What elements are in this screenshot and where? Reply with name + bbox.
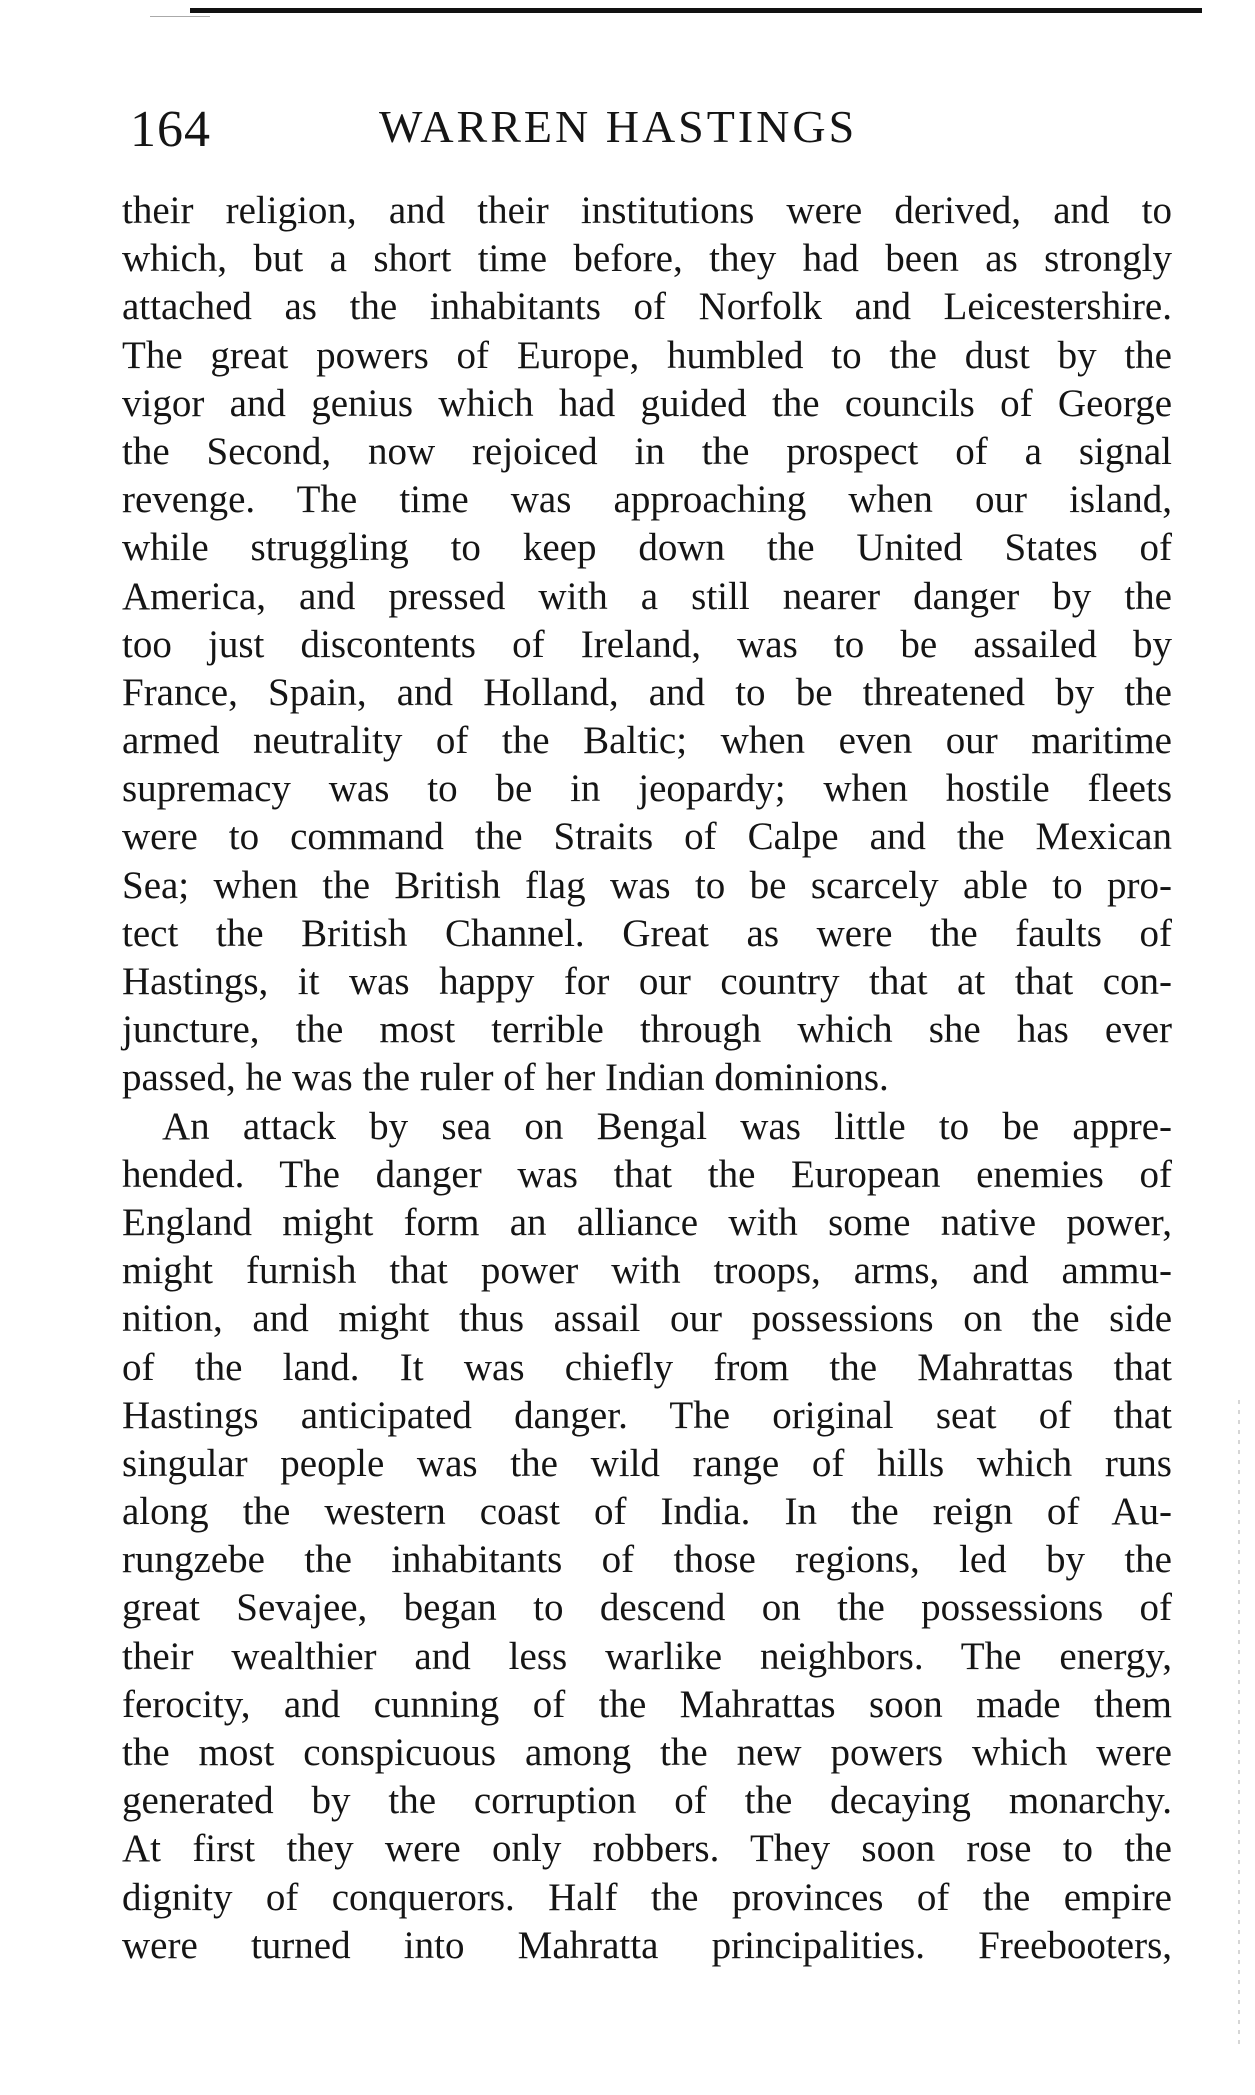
paragraph-2 [122,1103,1172,1970]
text-line: along the western coast of India. In the reign of Au- [122,1490,1172,1534]
text-line: rungzebe the inhabitants of those regions, led by the [122,1538,1172,1582]
top-rule-faint [150,16,210,17]
text-line: too just discontents of Ireland, was to be assailed by [122,622,1172,666]
paragraph-1 [122,187,1172,1103]
text-line: great Sevajee, began to descend on the possessions of [122,1586,1172,1630]
text-line: might furnish that power with troops, arms, and ammu- [122,1249,1172,1293]
text-line: armed neutrality of the Baltic; when even our maritime [122,719,1172,763]
text-line: ferocity, and cunning of the Mahrattas soon made them [122,1682,1172,1726]
text-line: nition, and might thus assail our possessions on the side [122,1297,1172,1341]
text-line: Sea; when the British flag was to be scarcely able to pro- [122,863,1172,907]
text-line: tect the British Channel. Great as were the faults of [122,911,1172,955]
text-line: were to command the Straits of Calpe and the Mexican [122,815,1172,859]
text-line: England might form an alliance with some native power, [122,1200,1172,1244]
body-text [122,187,1172,1970]
running-title: WARREN HASTINGS [379,101,858,152]
text-line: were turned into Mahratta principalities. Freebooters, [122,1923,1172,1967]
text-line: Hastings, it was happy for our country that at that con- [122,960,1172,1003]
text-line: An attack by sea on Bengal was little to be appre- [162,1104,1172,1148]
text-line: hended. The danger was that the European enemies of [122,1152,1172,1196]
text-line: generated by the corruption of the decaying monarchy. [122,1779,1172,1823]
text-line: revenge. The time was approaching when our island, [122,478,1172,522]
text-line: At first they were only robbers. They soon rose to the [122,1827,1172,1871]
text-line: America, and pressed with a still nearer danger by the [122,574,1172,618]
page-header [130,100,1170,160]
text-line: France, Spain, and Holland, and to be threatened by the [122,670,1172,714]
text-line: their religion, and their institutions were derived, and to [122,189,1172,232]
text-line: the most conspicuous among the new powers which were [122,1731,1172,1774]
text-line: of the land. It was chiefly from the Mahrattas that [122,1345,1172,1389]
text-line: vigor and genius which had guided the councils of George [122,381,1172,425]
text-line: attached as the inhabitants of Norfolk and Leicestershire. [122,285,1172,329]
text-line: while struggling to keep down the United States of [122,526,1172,570]
top-rule [190,8,1202,13]
text-line: Hastings anticipated danger. The original seat of that [122,1393,1172,1437]
text-line: their wealthier and less warlike neighbors. The energy, [122,1634,1172,1678]
page-edge-shadow [1238,1400,1240,2050]
text-line: juncture, the most terrible through which she has ever [122,1008,1172,1052]
text-line: the Second, now rejoiced in the prospect of a signal [122,429,1172,473]
text-line: which, but a short time before, they had been as strongly [122,237,1172,281]
text-line: dignity of conquerors. Half the provinces of the empire [122,1875,1172,1919]
text-line: passed, he was the ruler of her Indian dominions. [122,1056,889,1100]
text-line: supremacy was to be in jeopardy; when hostile fleets [122,767,1172,811]
page-number: 164 [130,101,211,158]
text-line: The great powers of Europe, humbled to the dust by the [122,333,1172,377]
text-line: singular people was the wild range of hills which runs [122,1441,1172,1485]
